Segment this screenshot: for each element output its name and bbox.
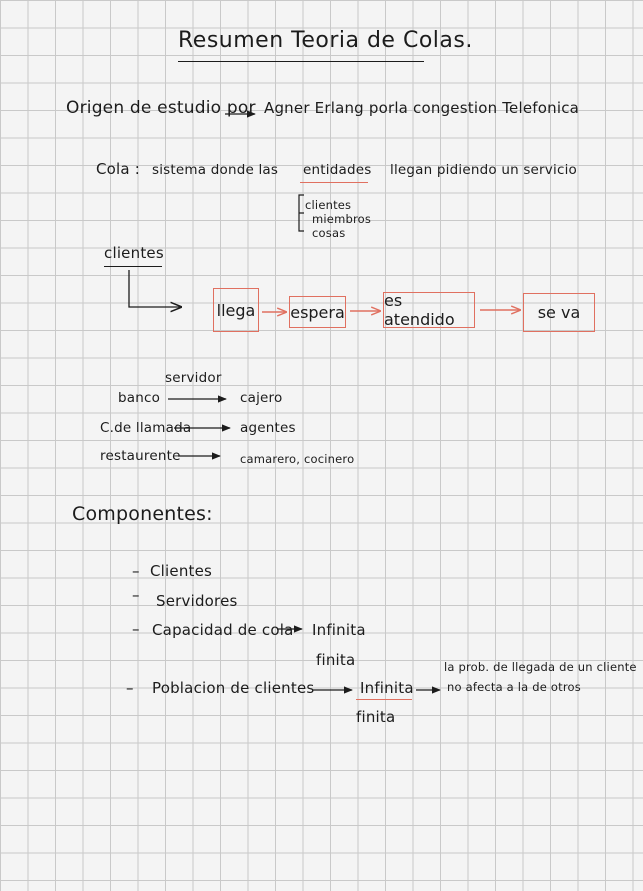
origin-label: Origen de estudio por: [66, 98, 256, 118]
server-row-left: banco: [118, 390, 161, 406]
servers-header: servidor: [165, 370, 222, 386]
flow-label-underline: [104, 266, 162, 267]
entity-item: miembros: [312, 212, 372, 226]
component-item: Capacidad de cola: [152, 621, 294, 639]
server-row-left: restaurente: [100, 448, 181, 464]
bullet-dash: –: [132, 620, 140, 638]
server-row-right: cajero: [240, 390, 283, 406]
bullet-dash: –: [132, 586, 140, 604]
population-option: finita: [356, 708, 396, 726]
capacity-option: finita: [316, 651, 356, 669]
components-heading: Componentes:: [72, 503, 213, 525]
entity-item: clientes: [305, 198, 352, 212]
cola-label: Cola :: [96, 160, 141, 178]
flow-step-box: se va: [523, 293, 595, 332]
component-item: Poblacion de clientes: [152, 679, 315, 697]
entity-bracket: [299, 195, 304, 231]
population-note: no afecta a la de otros: [447, 680, 581, 694]
origin-text: Agner Erlang porla congestion Telefonica: [264, 99, 580, 117]
flow-step-box: espera: [289, 296, 346, 328]
entities-underline: [300, 182, 368, 183]
flow-step-box: es atendido: [383, 292, 475, 328]
flow-label: clientes: [104, 244, 164, 262]
server-row-right: agentes: [240, 420, 296, 436]
server-row-left: C.de llamada: [100, 420, 192, 436]
clientes-arrow: [129, 270, 181, 307]
capacity-option: Infinita: [312, 621, 366, 639]
flow-step-box: llega: [213, 288, 259, 332]
title-underline: [178, 61, 424, 62]
cola-entities-word: entidades: [303, 162, 372, 178]
component-item: Clientes: [150, 562, 213, 580]
cola-definition-start: sistema donde las: [152, 162, 279, 178]
infinita-underline: [356, 699, 412, 700]
page-title: Resumen Teoria de Colas.: [178, 28, 473, 53]
bullet-dash: –: [126, 679, 134, 697]
component-item: Servidores: [156, 592, 238, 610]
server-row-right: camarero, cocinero: [240, 452, 355, 466]
population-option: Infinita: [360, 679, 414, 697]
entity-item: cosas: [312, 226, 346, 240]
bullet-dash: –: [132, 562, 140, 580]
cola-definition-end: llegan pidiendo un servicio: [390, 162, 577, 178]
population-note: la prob. de llegada de un cliente: [444, 660, 637, 674]
